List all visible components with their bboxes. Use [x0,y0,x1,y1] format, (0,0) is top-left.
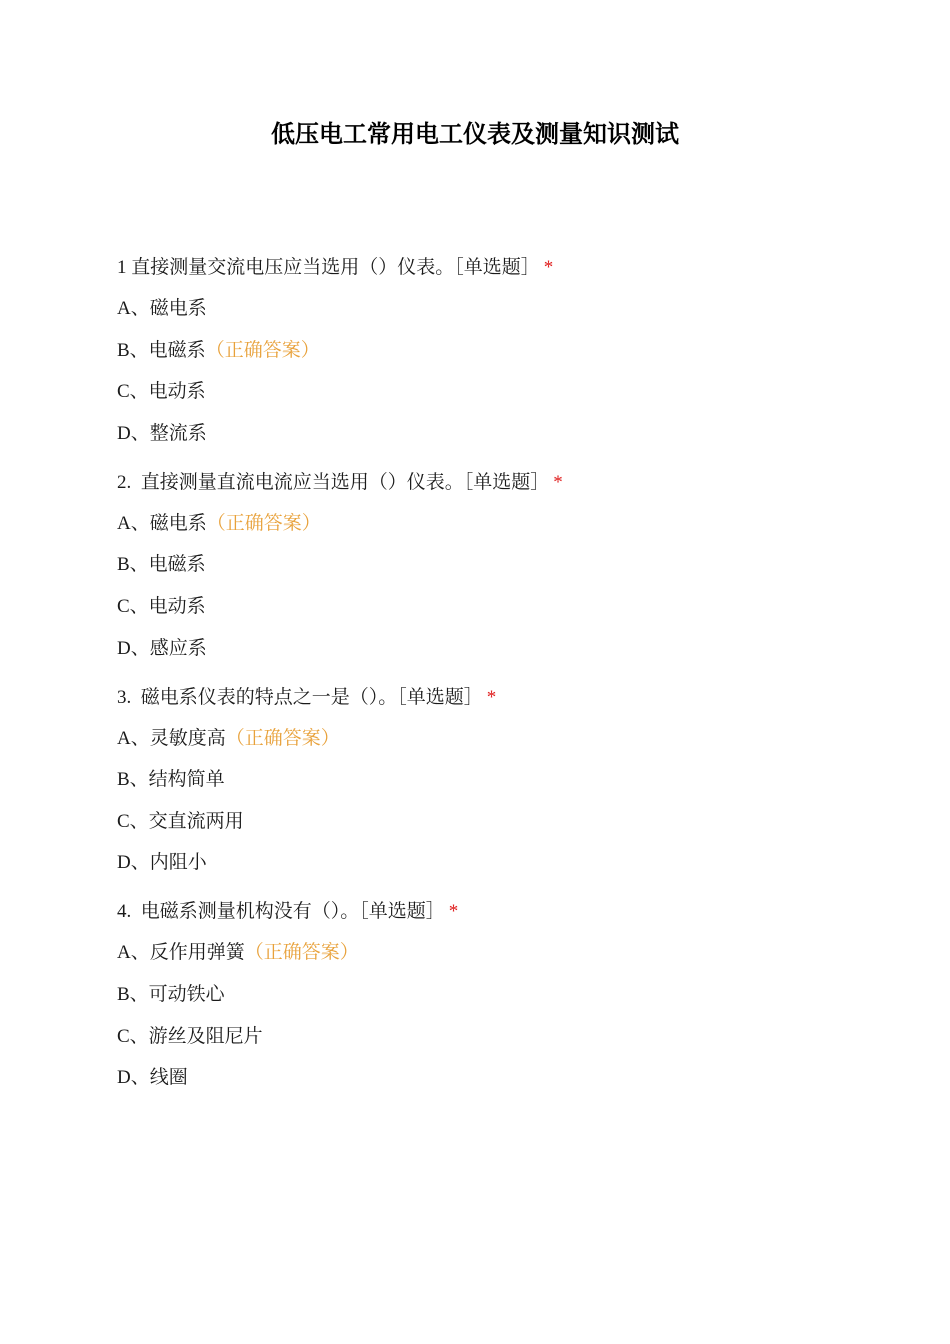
option-b [117,979,877,1011]
question-4 [117,896,877,1094]
option-b [117,549,877,581]
option-label: A、磁电系 [117,512,207,534]
option-label: C、游丝及阻尼片 [117,1025,263,1047]
question-stem: 电磁系测量机构没有（）。 [140,901,360,923]
option-label: D、整流系 [117,422,207,444]
option-label: D、感应系 [117,637,207,659]
option-label: D、内阻小 [117,852,207,874]
correct-answer-mark: （正确答案） [205,339,320,361]
question-type: ［单选题］ [463,471,550,493]
option-label: C、电动系 [117,595,206,617]
question-stem: 磁电系仪表的特点之一是（）。 [140,686,398,708]
correct-answer-mark: （正确答案） [225,727,340,749]
question-type: ［单选题］ [454,257,540,278]
question-stem: 直接测量直流电流应当选用（）仪表。 [140,471,464,493]
required-mark: * [486,686,497,708]
option-label: C、电动系 [117,381,206,403]
option-b [117,335,877,367]
question-text [117,467,877,499]
question-stem: 直接测量交流电压应当选用（）仪表。 [131,257,455,278]
option-label: A、反作用弹簧 [117,942,245,964]
option-label: D、线圈 [117,1067,188,1089]
option-c [117,591,877,623]
option-label: A、磁电系 [117,298,207,319]
option-c [117,376,877,408]
question-type: ［单选题］ [397,686,483,708]
page-title: 低压电工常用电工仪表及测量知识测试 [271,120,679,148]
question-number: 2. [117,471,132,493]
option-d [117,1062,877,1094]
option-d [117,633,877,665]
option-a [117,723,877,755]
required-mark: * [543,257,554,278]
option-label: B、电磁系 [117,339,206,361]
question-number: 1 [117,257,127,278]
question-2 [117,467,877,665]
option-label: C、交直流两用 [117,810,244,832]
correct-answer-mark: （正确答案） [206,512,321,534]
option-label: B、可动铁心 [117,983,225,1005]
option-b [117,764,877,796]
question-1 [117,252,877,450]
question-text [117,252,877,284]
question-number: 3. [117,686,132,708]
option-label: B、结构简单 [117,769,225,791]
option-a [117,937,877,969]
correct-answer-mark: （正确答案） [244,942,359,964]
option-label: A、灵敏度高 [117,727,226,749]
question-text [117,896,877,928]
option-a [117,293,877,325]
question-3 [117,682,877,880]
option-c [117,1021,877,1053]
required-mark: * [448,901,459,923]
option-label: B、电磁系 [117,554,206,576]
question-list [117,252,877,1111]
required-mark: * [553,471,563,493]
question-type: ［单选题］ [359,901,445,923]
option-a [117,508,877,540]
option-d [117,847,877,879]
question-text [117,682,877,714]
question-number: 4. [117,901,132,923]
option-c [117,806,877,838]
option-d [117,418,877,450]
